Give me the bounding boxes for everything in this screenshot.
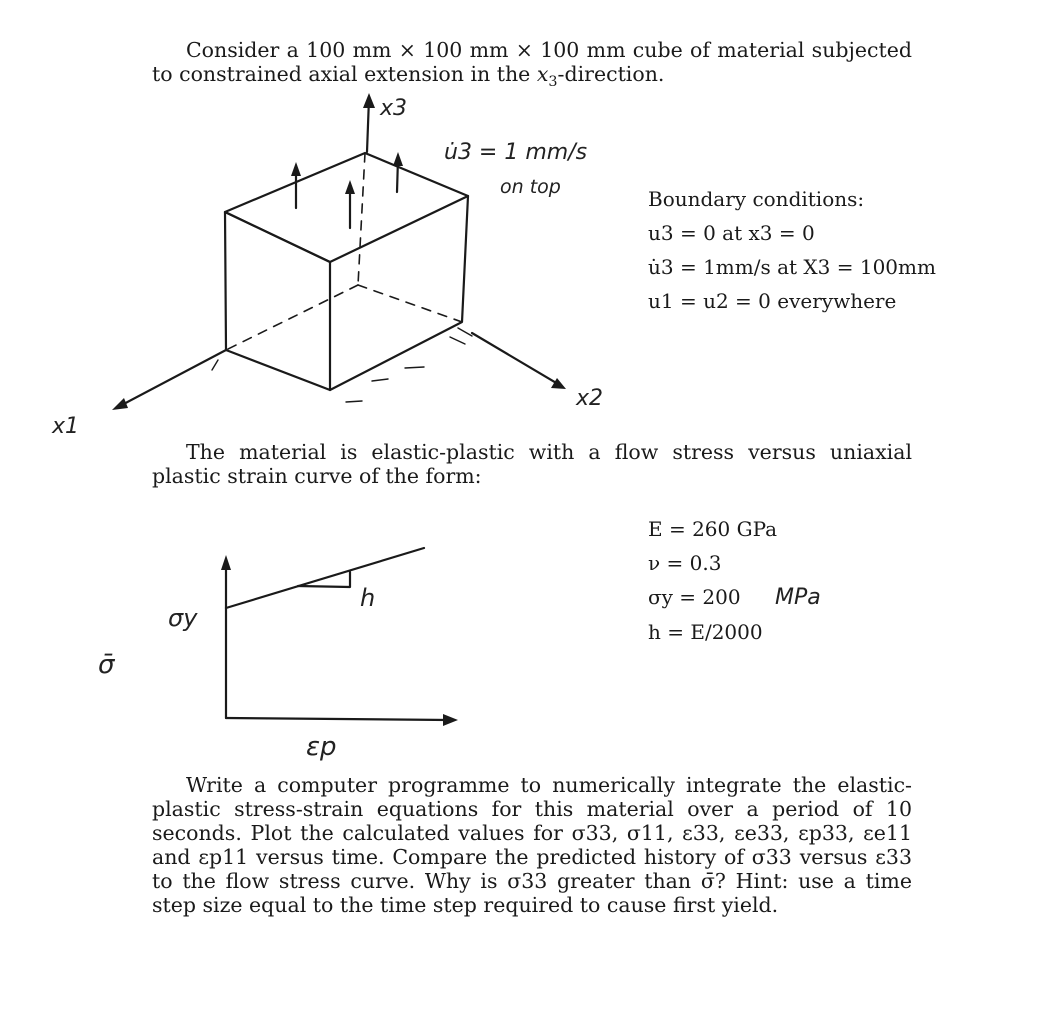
hidden-edge-left xyxy=(226,285,358,350)
x2-axis-label: x2 xyxy=(576,386,604,411)
boundary-conditions xyxy=(648,182,936,318)
hidden-edge-right xyxy=(358,285,462,322)
x3-axis-label: x3 xyxy=(380,96,408,121)
x2-axis-arrowhead xyxy=(551,378,566,389)
prop-hardening: h = E/2000 xyxy=(648,620,763,644)
rate-note: u̇3 = 1 mm/s xyxy=(444,140,588,165)
x3-axis-arrowhead xyxy=(363,93,375,108)
x1-axis-label: x1 xyxy=(52,414,80,439)
prop-yield-unit: MPa xyxy=(774,585,821,610)
intro-text-2: -direction. xyxy=(557,62,665,86)
hidden-edge-vertical xyxy=(358,153,365,285)
bc-line-3: u1 = u2 = 0 everywhere xyxy=(648,289,897,313)
top-arrow-2-head xyxy=(345,180,355,194)
bc-line-1: u3 = 0 at x3 = 0 xyxy=(648,221,815,245)
top-arrow-3-head xyxy=(393,152,403,166)
task-paragraph: Write a computer programme to numerically integrate the elastic-plastic stress-strain equations for this material over a period of 10 seconds. Plot the calculated values for σ33, σ11, ε33, εe33, εp33, εe11 and εp11 versus time. Compare the predicted history of σ33 versus ε33 to the flow stress curve. Why is σ33 greater than σ̄? Hint: use a time step size equal to the time step required to cause first yield. xyxy=(152,773,912,917)
bc-heading: Boundary conditions: xyxy=(648,187,865,211)
x2-axis-line xyxy=(472,333,558,384)
intro-var: x xyxy=(536,62,549,86)
curve-y-label: σ̄ xyxy=(98,650,115,680)
prop-poisson: ν = 0.3 xyxy=(648,551,722,575)
cube-top-face xyxy=(225,153,468,262)
rate-note-on-top: on top xyxy=(500,176,561,198)
curve-yield-label: σy xyxy=(168,604,198,632)
prop-yield xyxy=(648,580,821,615)
material-paragraph: The material is elastic-plastic with a flow stress versus uniaxial plastic strain curve of the form: xyxy=(152,440,912,488)
curve-slope-label: h xyxy=(360,584,376,612)
intro-var-sub: 3 xyxy=(548,74,558,91)
cube-front-face xyxy=(225,212,330,390)
x1-axis-line xyxy=(118,350,226,407)
curve-x-label: εp xyxy=(306,732,337,762)
top-arrow-1-head xyxy=(291,162,301,176)
prop-modulus: E = 260 GPa xyxy=(648,517,778,541)
bc-line-2: u̇3 = 1mm/s at X3 = 100mm xyxy=(648,255,936,279)
intro-text-1: Consider a 100 mm × 100 mm × 100 mm cube of material subjected to constrained axial extension in the xyxy=(152,38,912,86)
prop-yield-value: σy = 200 xyxy=(648,585,741,609)
ground-hatching xyxy=(212,328,472,402)
x1-axis-arrowhead xyxy=(112,398,128,410)
material-properties xyxy=(648,512,821,649)
